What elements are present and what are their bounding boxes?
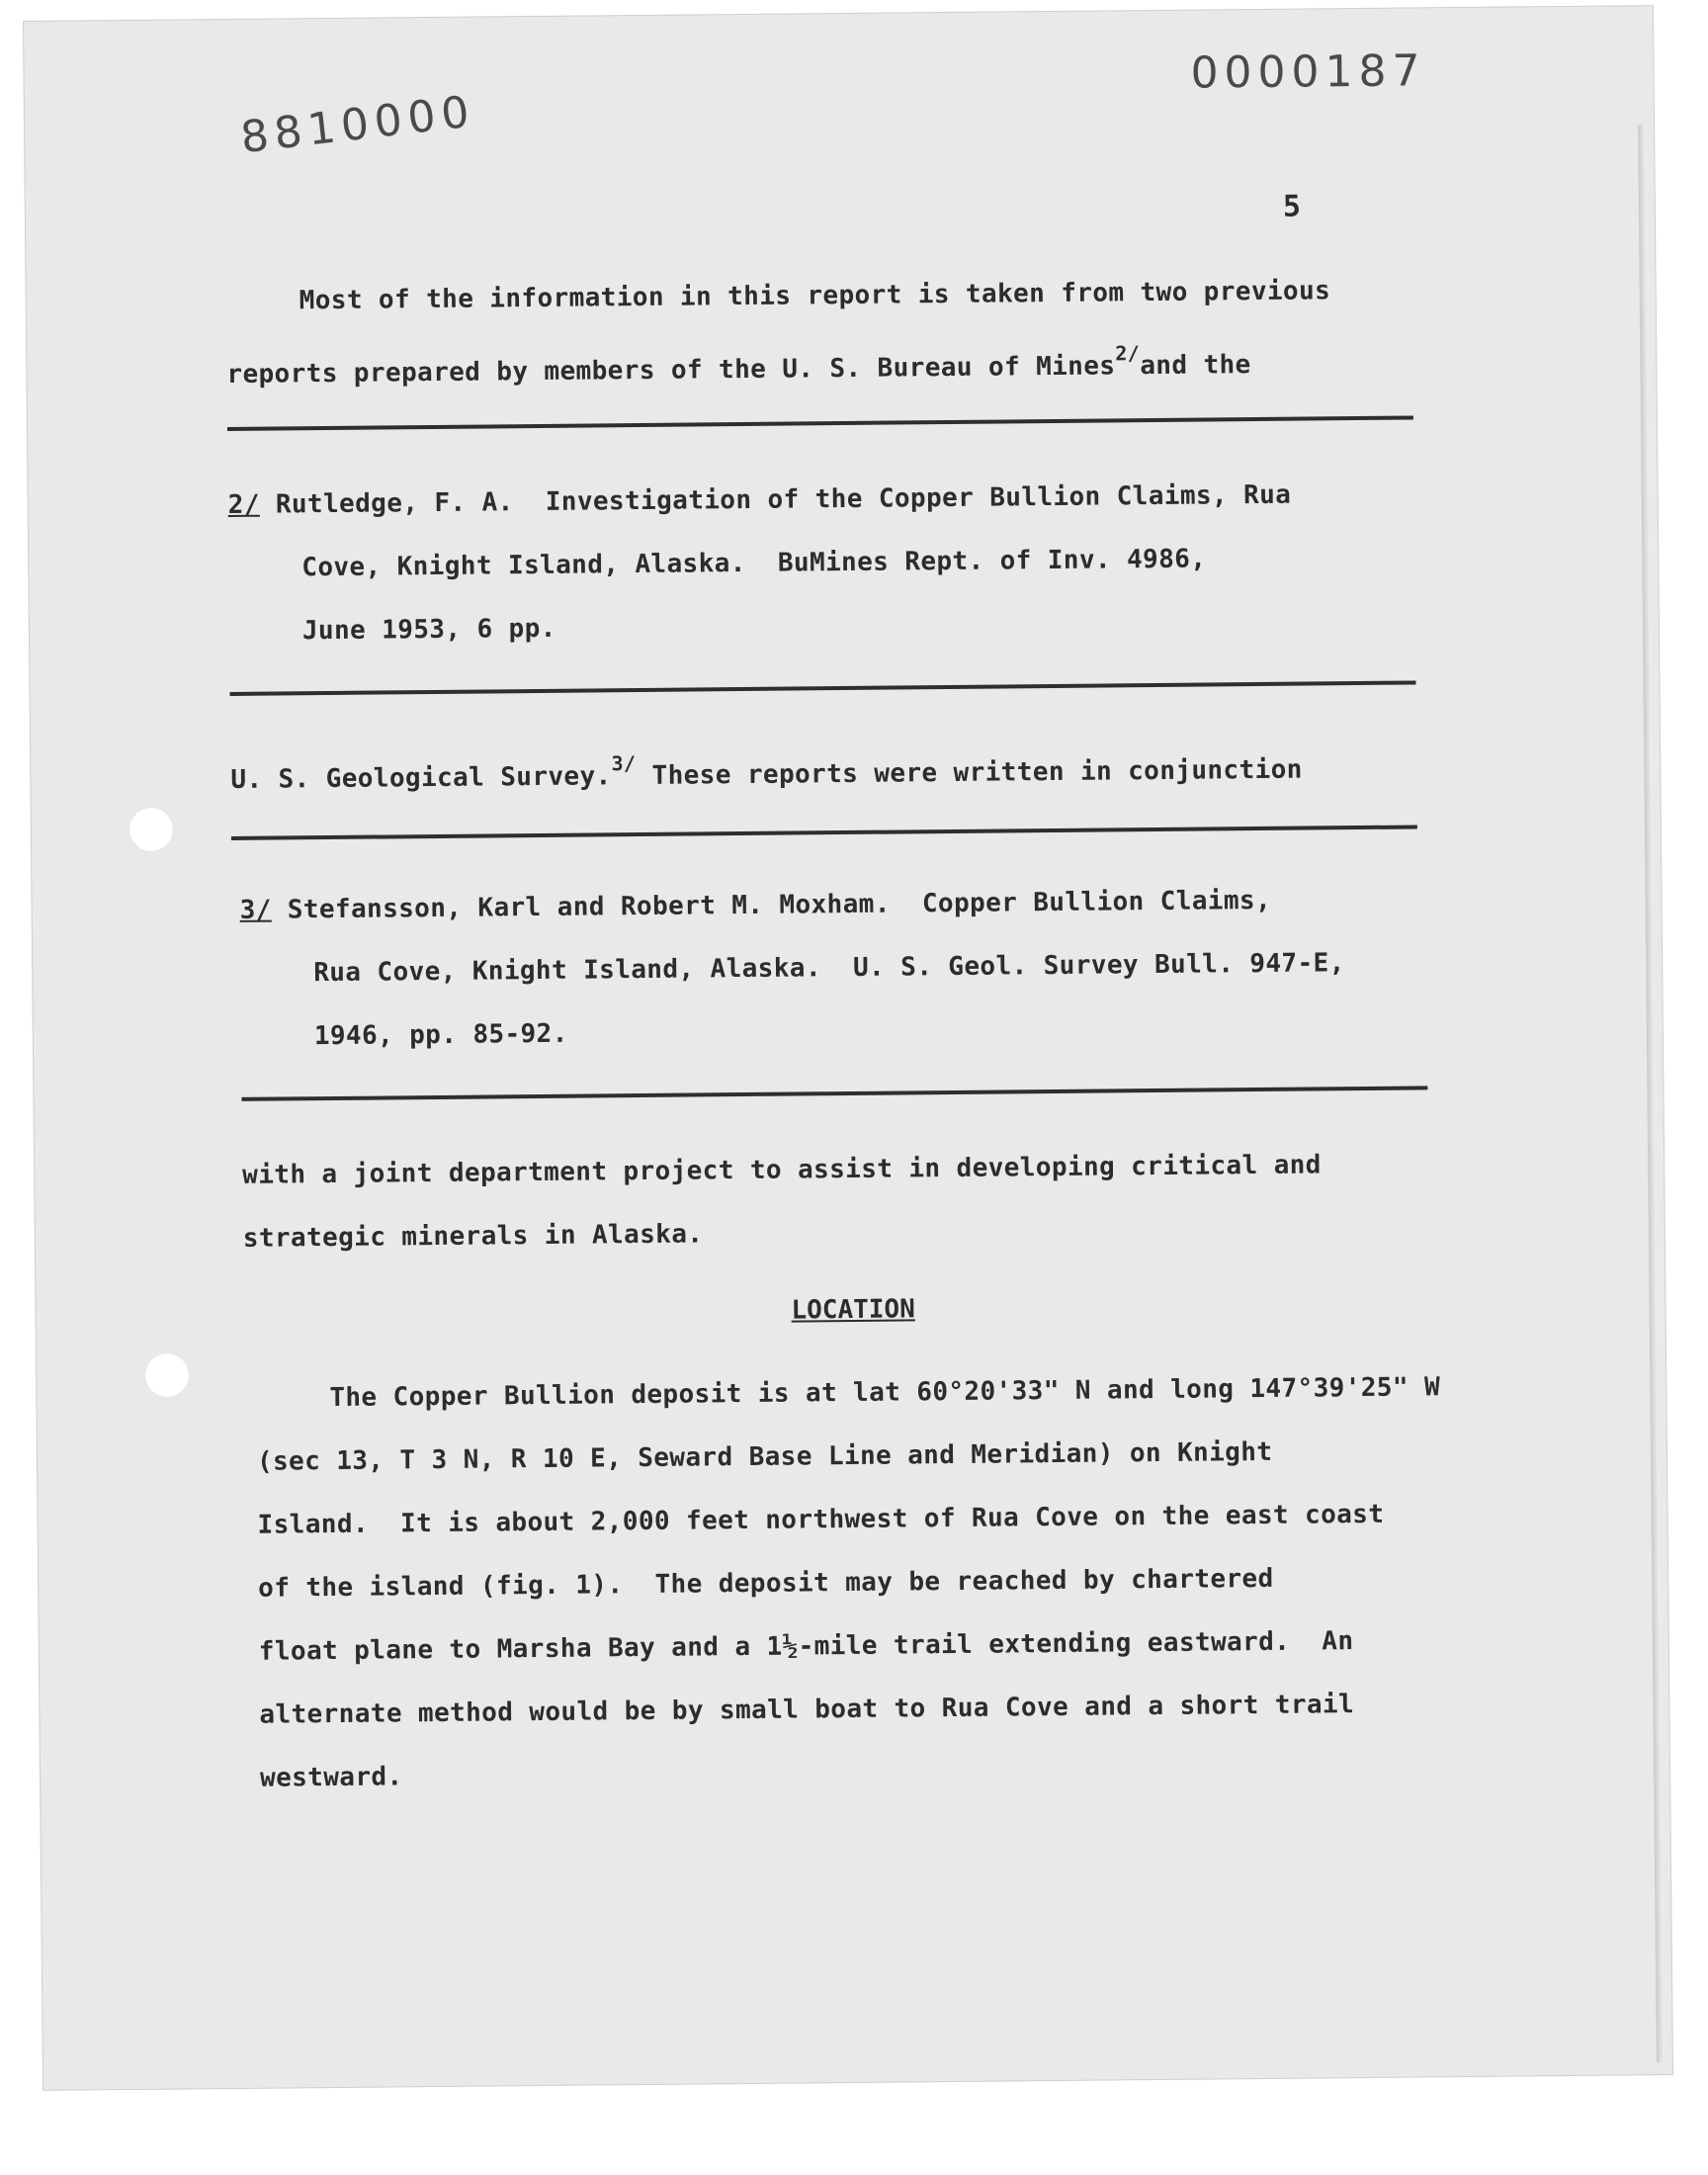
footnote3-marker: 3/ xyxy=(239,895,272,925)
footnote2-line3: June 1953, 6 pp. xyxy=(301,613,556,647)
binder-hole xyxy=(144,1352,190,1398)
page-number: 5 xyxy=(1282,189,1302,224)
location-line7: westward. xyxy=(259,1762,403,1793)
footnote2-text: Rutledge, F. A. Investigation of the Copper Bullion Claims, Rua xyxy=(275,479,1292,520)
footnote3-text: Stefansson, Karl and Robert M. Moxham. Copper Bullion Claims, xyxy=(287,885,1272,925)
location-line3: Island. It is about 2,000 feet northwest of Rua Cove on the east coast xyxy=(257,1499,1385,1540)
footnote-divider xyxy=(231,825,1417,840)
paragraph1-cont-line xyxy=(230,745,1303,795)
paragraph1-cont-text: U. S. Geological Survey. xyxy=(230,761,612,795)
document-page xyxy=(24,6,1672,2090)
paragraph1-line2-text: reports prepared by members of the U. S. Bureau of Mines xyxy=(226,351,1116,391)
footnote3-line2: Rua Cove, Knight Island, Alaska. U. S. Geol. Survey Bull. 947-E, xyxy=(313,948,1345,989)
page-edge-shadow xyxy=(1638,125,1665,2062)
location-line2: (sec 13, T 3 N, R 10 E, Seward Base Line and Meridian) on Knight xyxy=(256,1436,1273,1477)
document-stamp-right: 0000187 xyxy=(1190,45,1426,99)
footnote2-line1 xyxy=(228,480,1292,520)
paragraph1-line2-text-end: and the xyxy=(1140,350,1251,382)
footnote-divider xyxy=(230,680,1416,696)
footnote2-marker: 2/ xyxy=(227,489,260,520)
paragraph1-end-line2: strategic minerals in Alaska. xyxy=(242,1219,704,1254)
footnote3-line1 xyxy=(239,886,1271,925)
paragraph1-line2 xyxy=(226,340,1251,390)
footnote-divider xyxy=(227,415,1413,431)
location-line4: of the island (fig. 1). The deposit may be reached by chartered xyxy=(258,1563,1274,1604)
location-line1: The Copper Bullion deposit is at lat 60°20'33" N and long 147°39'25" W xyxy=(329,1372,1441,1414)
footnote3-line3: 1946, pp. 85-92. xyxy=(313,1018,568,1052)
footnote-divider xyxy=(241,1086,1427,1101)
footnote2-line2: Cove, Knight Island, Alaska. BuMines Rept. of Inv. 4986, xyxy=(301,544,1207,583)
document-stamp-left: 8810000 xyxy=(237,86,478,164)
location-line5: float plane to Marsha Bay and a 1½-mile trail extending eastward. An xyxy=(258,1626,1354,1667)
location-line6: alternate method would be by small boat to Rua Cove and a short trail xyxy=(259,1690,1355,1730)
paragraph1-line1: Most of the information in this report is taken from two previous xyxy=(299,276,1331,316)
footnote2-ref: 2/ xyxy=(1115,341,1141,366)
section-heading-location: LOCATION xyxy=(791,1294,915,1326)
footnote3-ref: 3/ xyxy=(611,751,637,776)
binder-hole xyxy=(128,807,174,852)
paragraph1-end-line1: with a joint department project to assist in developing critical and xyxy=(242,1150,1322,1190)
paragraph1-cont-text-end: These reports were written in conjunction xyxy=(636,754,1303,792)
